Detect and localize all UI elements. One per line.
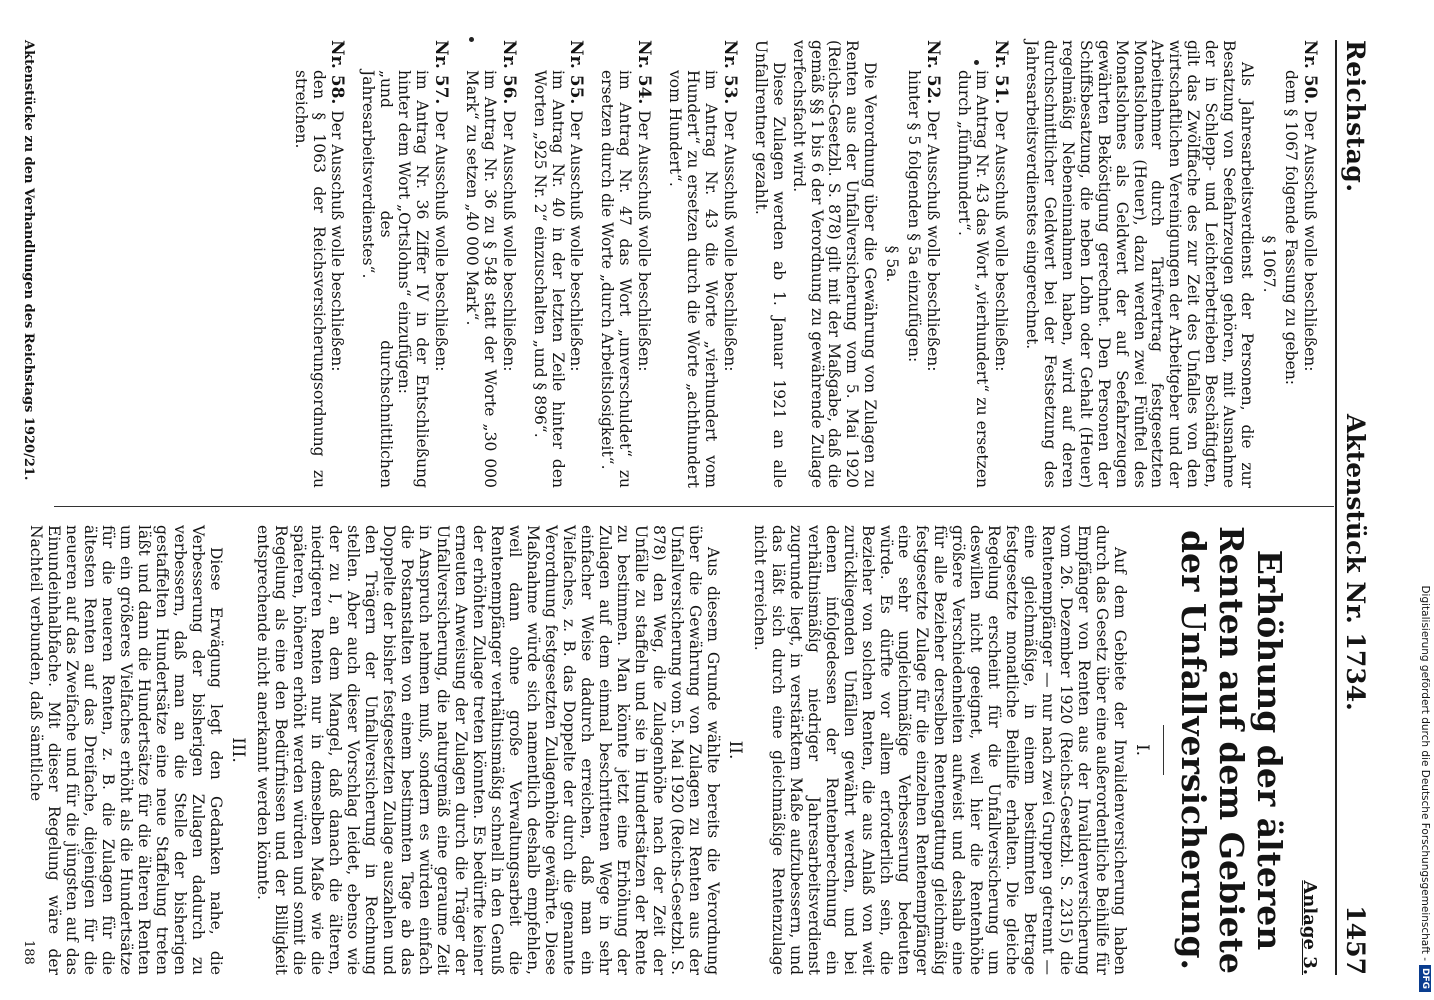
item-head: Der Ausschuß wolle beschließen: [991, 110, 1010, 372]
item-text: Die Verordnung über die Gewährung von Zulagen zu Renten aus der Unfallversicherung vom 5. Mai 1920 (Reichs-Gesetzbl. S. 878) gilt mit der Maßgabe, daß die gemäß §§ 1 bis 6 der Verordnung zu gewährende Zulage verfechsfacht wird. [789, 40, 880, 488]
item-text: den § 1063 der Reichsversicherungsordnung zu streichen. [291, 70, 328, 488]
item-number: Nr. 58. [327, 40, 348, 105]
section-mark: § 5a. [883, 245, 902, 283]
section-text: Diese Erwägung legt den Gedanken nahe, die Verbesserung der bisherigen Zulagen dadurch zu verbessern, daß man an die Stelle der bisherigen gestaffelten Hundertsätze eine neue Staffelung treten läßt und dann die Hundertsätze für die älteren Renten um ein größeres Vielfaches erhöht als die Hundertsätze für die neueren Renten, z. B. die Zulagen für die ältesten Renten auf das Dreifache, diejenigen für die neueren auf das Zweifache und für die jüngsten auf das Einundeinhalbfache. Mit dieser Regelung wäre der Nachteil verbunden, daß sämtliche [26, 525, 225, 975]
annex-title: Erhöhung der älteren Renten auf dem Gebiete der Unfallversicherung. [1174, 526, 1290, 974]
item-head: Der Ausschuß wolle beschließen: [567, 110, 586, 372]
stamp-text: Digitalisierung gefördert durch die Deutsche Forschungsgemeinschaft - [1419, 585, 1431, 961]
item-number: Nr. 55. [566, 40, 587, 105]
item-number: Nr. 53. [719, 40, 740, 105]
item-number: Nr. 52. [923, 40, 944, 105]
motion-item [462, 40, 518, 488]
header-page-number: 1457 [1341, 905, 1370, 975]
motion-item [751, 40, 942, 488]
digitization-stamp [1416, 8, 1434, 992]
item-head: Der Ausschuß wolle beschließen: [720, 110, 739, 372]
item-number: Nr. 50. [1300, 40, 1320, 105]
item-number: Nr. 51. [990, 40, 1011, 105]
header-left: Reichstag. [1341, 40, 1370, 193]
item-text: im Antrag Nr. 36 zu § 548 statt der Worte „30 000 Mark“ zu setzen „40 000 Mark“. [463, 70, 499, 488]
section-number: II. [725, 740, 746, 760]
motion-item [597, 40, 653, 488]
title-rule [1163, 725, 1164, 775]
section-text: Auf dem Gebiete der Invalidenversicherung haben durch das Gesetz über eine außerordentliche Beihilfe für Empfänger von Renten aus der Invalidenversicherung vom 26. Dezember 1920 (Reichs-Gesetzbl. S. 2315) die Rentenempfänger — nur nach zwei Gruppen getrennt — eine gleichmäßige, in einem bestimmten Betrage festgesetzte monatliche Beihilfe erhalten. Die gleiche Regelung erscheint für die Unfallversicherung um deswillen nicht geeignet, weil hier die Rentenhöhe größere Verschiedenheiten aufweist und deshalb eine für alle Bezieher derselben Rentengattung gleichmäßig festgesetzte Zulage für die einzelnen Rentenempfänger eine sehr ungleichmäßige Verbesserung bedeuten würde. Es dürfte vor allem erforderlich sein, die Bezieher von solchen Renten, die aus Anlaß von weit zurückliegenden Unfällen gewährt werden, und bei denen infolgedessen der Rentenberechnung ein verhältnismäßig niedriger Jahresarbeitsverdienst zugrunde liegt, in verstärktem Maße aufzubessern, und das läßt sich durch eine gleichmäßige Rentenzulage nicht erreichen. [751, 525, 1129, 975]
item-text: Als Jahresarbeitsverdienst der Personen, die zur Besatzung von Seefahrzeugen gehören, mit Ausnahme der in Schlepp- und Leichterbetrieben Beschäftigten, gilt das Zwölffache des zur Zeit des Unfalles von den wirtschaftlichen Vereinigungen der Arbeitgeber und der Arbeitnehmer durch Tarifvertrag festgesetzten Monatslohnes (Heuer), dazu werden zwei Fünftel des Monatslohnes als Geldwert der auf Seefahrzeugen gewährten Beköstigung gerechnet. Den Personen der Schiffsbesatzung, die neben Lohn oder Gehalt (Heuer) regelmäßig Nebeneinnahmen haben, wird auf deren durchschnittlicher Geldwert bei der Festsetzung des Jahresarbeitsverdienstes eingerechnet. [1022, 40, 1257, 488]
item-head: Der Ausschuß wolle beschließen: [328, 110, 347, 372]
header-center: Aktenstück Nr. 1734. [1341, 414, 1370, 711]
section-number: I. [1132, 743, 1153, 757]
item-number: Nr. 56. [498, 40, 519, 105]
section-number: III. [228, 737, 249, 763]
item-intro: dem § 1067 folgende Fassung zu geben: [1282, 70, 1301, 386]
item-head: Der Ausschuß wolle beschließen: [924, 110, 943, 372]
item-head: Der Ausschuß wolle beschließen: [499, 110, 518, 372]
right-column [24, 525, 1319, 975]
column-divider [54, 506, 1334, 507]
item-text-2: „und des durchschnittlichen Jahresarbeitsverdienstes“. [359, 70, 396, 488]
dfg-logo: DFG [1419, 965, 1431, 992]
item-head: Der Ausschuß wolle beschließen: [432, 110, 451, 372]
item-head: Der Ausschuß wolle beschließen: [1301, 110, 1319, 372]
item-head: Der Ausschuß wolle beschließen: [635, 110, 654, 372]
footer-page-number: 188 [21, 940, 36, 965]
motion-item [954, 40, 1010, 488]
item-number: Nr. 54. [634, 40, 655, 105]
annex-label: Anlage 3. [1299, 880, 1320, 975]
motion-item [665, 40, 739, 488]
motion-item [358, 40, 450, 488]
motion-item [530, 40, 586, 488]
item-text: im Antrag Nr. 43 die Worte „vierhundert vom Hundert“ zu ersetzen durch die Worte „achthundert vom Hundert“. [666, 70, 720, 488]
item-intro: hinter § 5 folgenden § 5a einzufügen: [905, 70, 924, 363]
item-text-2: Diese Zulagen werden ab 1. Januar 1921 an alle Unfallrentner gezahlt. [751, 40, 788, 488]
item-number: Nr. 57. [431, 40, 452, 105]
left-column [279, 40, 1319, 488]
motion-item [291, 40, 347, 488]
item-text: im Antrag Nr. 36 Ziffer IV in der Entschließung hinter dem Wort „Ortslohns“ einzufügen: [395, 70, 432, 488]
page-footer: Aktenstücke zu den Verhandlungen des Reichstags 1920/21. [21, 40, 36, 481]
item-text: im Antrag Nr. 43 das Wort „vierhundert“ zu ersetzen durch „fünfhundert“. [955, 70, 992, 488]
item-text: im Antrag Nr. 40 in der letzten Zeile hinter den Worten „925 Nr. 2“ einzuschalten „und § 896“. [530, 70, 567, 488]
item-text: im Antrag Nr. 47 das Wort „unverschuldet“ zu ersetzen durch die Worte „durch Arbeitslosigkeit“. [598, 70, 635, 488]
section-mark: § 1067. [1260, 235, 1279, 293]
motion-item [1022, 40, 1319, 488]
header-rule [1335, 40, 1337, 975]
page-header [1343, 40, 1379, 975]
section-text: Aus diesem Grunde wählte bereits die Verordnung über die Gewährung von Zulagen zu Renten aus der Unfallversicherung vom 5. Mai 1920 (Reichs-Gesetzbl. S. 878) den Weg, die Zulagenhöhe nach der Zeit der Unfälle zu staffeln und sie in Hundertsätzen der Rente zu bestimmen. Man könnte jetzt eine Erhöhung der Zulagen auf dem einmal beschrittenen Wege in sehr einfacher Weise dadurch erreichen, daß man ein Vielfaches, z. B. das Doppelte der durch die genannte Verordnung festgesetzten Zulagenhöhe gewährte. Diese Maßnahme würde sich namentlich deshalb empfehlen, weil dann ohne große Verwaltungsarbeit die Rentenempfänger verhältnismäßig schnell in den Genuß der erhöhten Zulage treten könnten. Es bedürfte keiner erneuten Anweisung der Zulagen durch die Träger der Unfallversicherung, die naturgemäß eine geraume Zeit in Anspruch nehmen muß, sondern es würden einfach die Postanstalten von einem bestimmten Tage ab das Doppelte der bisher festgesetzten Zulage auszahlen und den Trägern der Unfallversicherung in Rechnung stellen. Aber auch dieser Vorschlag leidet, ebenso wie der zu I, an dem Mangel, daß danach die älteren, niedrigeren Renten nur in demselben Maße wie die späteren, höheren erhöht werden würden und somit die Regelung als eine den Bedürfnissen und der Billigkeit entsprechende nicht anerkannt werden könnte. [254, 525, 722, 975]
